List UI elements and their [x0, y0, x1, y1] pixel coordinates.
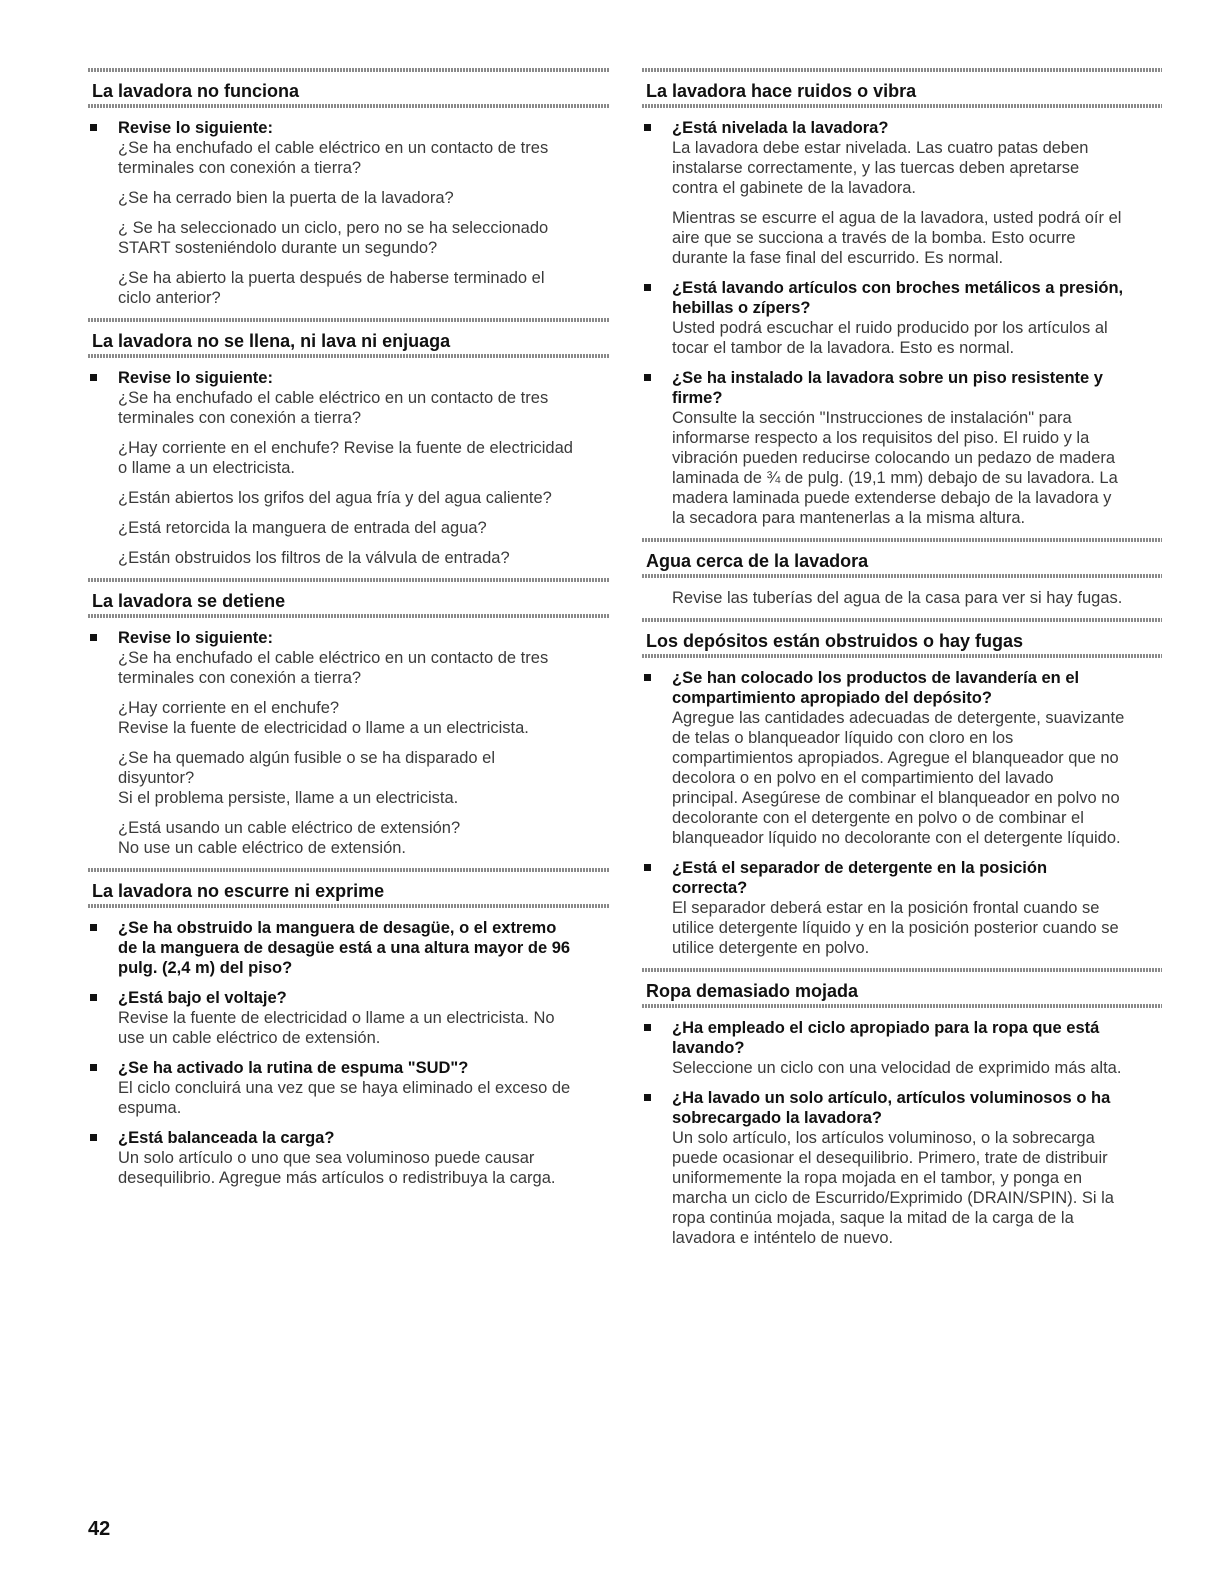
- answer-paragraph: [118, 548, 610, 568]
- question-text-line: sobrecargado la lavadora?: [672, 1109, 882, 1127]
- section-title: La lavadora no se llena, ni lava ni enjuaga: [92, 331, 451, 351]
- list-item: [642, 858, 1162, 958]
- section-title: La lavadora no escurre ni exprime: [92, 881, 385, 901]
- answer-paragraph-line: ¿Se ha abierto la puerta después de haberse terminado el: [118, 269, 545, 287]
- section-agua-cerca-de-la-lavadora: [642, 538, 1162, 608]
- divider-rule: [88, 104, 610, 108]
- answer-paragraph-line: No use un cable eléctrico de extensión.: [118, 839, 407, 857]
- answer-paragraph: [118, 1078, 610, 1118]
- answer-paragraph: [118, 488, 610, 508]
- answer-paragraph-line: ¿Están abiertos los grifos del agua fría y del agua caliente?: [118, 489, 552, 507]
- answer-paragraph: [672, 708, 1162, 848]
- section-body: [642, 658, 1162, 958]
- answer-paragraph-line: ¿Están obstruidos los filtros de la válvula de entrada?: [118, 549, 510, 567]
- answer-paragraph: [118, 698, 610, 738]
- answer-paragraph: [118, 1148, 610, 1188]
- answer-paragraph-line: blanqueador líquido no decolorante con el detergente líquido.: [672, 829, 1121, 847]
- answer-paragraph-line: la secadora para mantenerlas a la misma altura.: [672, 509, 1026, 527]
- answer-paragraph: [118, 818, 610, 858]
- section-header: [642, 68, 1162, 108]
- bullet-square-icon: [90, 1134, 97, 1141]
- bullet-square-icon: [90, 124, 97, 131]
- question-text: [118, 1058, 610, 1078]
- bullet-square-icon: [90, 1064, 97, 1071]
- section-header: [88, 318, 610, 358]
- list-item: [88, 118, 610, 308]
- section-title: La lavadora no funciona: [92, 81, 300, 101]
- section-la-lavadora-se-detiene: [88, 578, 610, 858]
- answer-paragraph: [672, 408, 1162, 528]
- section-header: [88, 578, 610, 618]
- answer-paragraph-line: vibración pueden reducirse colocando un pedazo de madera: [672, 449, 1116, 467]
- bullet-square-icon: [90, 634, 97, 641]
- bullet-square-icon: [644, 374, 651, 381]
- divider-rule: [88, 614, 610, 618]
- answer-paragraph-line: Un solo artículo, los artículos voluminoso, o la sobrecarga: [672, 1129, 1095, 1147]
- answer-paragraph-line: terminales con conexión a tierra?: [118, 669, 362, 687]
- answer-paragraph-line: puede ocasionar el desequilibrio. Primero, trate de distribuir: [672, 1149, 1108, 1167]
- question-text-line: de la manguera de desagüe está a una altura mayor de 96: [118, 939, 571, 957]
- answer-paragraph-line: Seleccione un ciclo con una velocidad de exprimido más alta.: [672, 1059, 1122, 1077]
- question-text-line: ¿Se ha obstruido la manguera de desagüe, o el extremo: [118, 919, 557, 937]
- answer-paragraph: [672, 138, 1162, 198]
- answer-paragraph-line: laminada de ¾ de pulg. (19,1 mm) debajo de su lavadora. La: [672, 469, 1118, 487]
- answer-paragraph-line: decolorante con el detergente en polvo o de combinar el: [672, 809, 1084, 827]
- question-text-line: ¿Se ha instalado la lavadora sobre un piso resistente y: [672, 369, 1103, 387]
- bullet-square-icon: [644, 284, 651, 291]
- divider-rule: [642, 104, 1162, 108]
- answer-paragraph-line: decolora o en polvo en el compartimiento del lavado: [672, 769, 1054, 787]
- section-body: [88, 618, 610, 858]
- question-text-line: ¿Está bajo el voltaje?: [118, 989, 287, 1007]
- answer-paragraph-line: madera laminada puede extenderse debajo de la lavadora y: [672, 489, 1112, 507]
- answer-paragraph: [672, 318, 1162, 358]
- list-item: [642, 368, 1162, 528]
- section-body: [642, 1008, 1162, 1248]
- bullet-square-icon: [644, 124, 651, 131]
- answer-paragraph-line: El separador deberá estar en la posición frontal cuando se: [672, 899, 1100, 917]
- divider-rule: [88, 904, 610, 908]
- list-item: [88, 368, 610, 568]
- section-la-lavadora-hace-ruidos-o-vibra: [642, 68, 1162, 528]
- section-header: [88, 68, 610, 108]
- answer-paragraph-line: La lavadora debe estar nivelada. Las cuatro patas deben: [672, 139, 1089, 157]
- list-item: [642, 118, 1162, 268]
- answer-paragraph-line: ¿ Se ha seleccionado un ciclo, pero no se ha seleccionado: [118, 219, 549, 237]
- answer-paragraph: [118, 218, 610, 258]
- answer-paragraph-line: marcha un ciclo de Escurrido/Exprimido (DRAIN/SPIN). Si la: [672, 1189, 1114, 1207]
- answer-paragraph-line: de telas o blanqueador líquido con cloro en los: [672, 729, 1014, 747]
- section-body: [642, 578, 1162, 608]
- question-text: Revise lo siguiente:: [118, 629, 273, 647]
- bullet-square-icon: [644, 864, 651, 871]
- question-text: [672, 278, 1162, 318]
- answer-paragraph-line: Un solo artículo o uno que sea voluminoso puede causar: [118, 1149, 535, 1167]
- answer-paragraph-line: informarse respecto a los requisitos del piso. El ruido y la: [672, 429, 1090, 447]
- plain-text: [642, 588, 1162, 608]
- section-header: [88, 868, 610, 908]
- bullet-square-icon: [644, 1094, 651, 1101]
- list-item: [88, 1128, 610, 1188]
- answer-paragraph-line: instalarse correctamente, y las tuercas deben apretarse: [672, 159, 1080, 177]
- answer-paragraph-line: Mientras se escurre el agua de la lavadora, usted podrá oír el: [672, 209, 1122, 227]
- plain-text-line: Revise las tuberías del agua de la casa para ver si hay fugas.: [672, 589, 1123, 607]
- answer-paragraph: [118, 268, 610, 308]
- question-text: [118, 1128, 610, 1148]
- question-text: [118, 988, 610, 1008]
- list-item: [642, 1088, 1162, 1248]
- question-text-line: pulg. (2,4 m) del piso?: [118, 959, 293, 977]
- answer-paragraph-line: espuma.: [118, 1099, 182, 1117]
- answer-paragraph-line: tocar el tambor de la lavadora. Esto es normal.: [672, 339, 1015, 357]
- answer-paragraph-line: Revise la fuente de electricidad o llame a un electricista. No: [118, 1009, 555, 1027]
- section-title: Los depósitos están obstruidos o hay fugas: [646, 631, 1024, 651]
- question-text-line: hebillas o zípers?: [672, 299, 811, 317]
- answer-paragraph: [672, 208, 1162, 268]
- answer-paragraph-line: compartimientos apropiados. Agregue el blanqueador que no: [672, 749, 1119, 767]
- section-ropa-demasiado-mojada: [642, 968, 1162, 1248]
- section-los-depositos-estan-obstruidos-o-hay-fugas: [642, 618, 1162, 958]
- answer-paragraph-line: ¿Se ha quemado algún fusible o se ha disparado el: [118, 749, 496, 767]
- answer-paragraph-line: utilice detergente líquido y en la posición posterior cuando se: [672, 919, 1119, 937]
- section-header: [642, 538, 1162, 578]
- answer-paragraph-line: El ciclo concluirá una vez que se haya eliminado el exceso de: [118, 1079, 571, 1097]
- question-text-line: ¿Ha lavado un solo artículo, artículos voluminosos o ha: [672, 1089, 1111, 1107]
- section-body: [88, 908, 610, 1188]
- answer-paragraph-line: ¿Se ha enchufado el cable eléctrico en un contacto de tres: [118, 389, 549, 407]
- answer-paragraph-line: use un cable eléctrico de extensión.: [118, 1029, 381, 1047]
- question-text-line: ¿Se han colocado los productos de lavandería en el: [672, 669, 1080, 687]
- answer-paragraph-line: Usted podrá escuchar el ruido producido por los artículos al: [672, 319, 1108, 337]
- answer-paragraph-line: durante la fase final del escurrido. Es normal.: [672, 249, 1004, 267]
- answer-paragraph-line: aire que se succiona a través de la bomba. Esto ocurre: [672, 229, 1076, 247]
- left-column: [88, 68, 610, 1198]
- list-item: [88, 918, 610, 978]
- answer-paragraph-line: ¿Hay corriente en el enchufe?: [118, 699, 340, 717]
- question-text-line: correcta?: [672, 879, 748, 897]
- section-la-lavadora-no-funciona: [88, 68, 610, 308]
- answer-paragraph-line: disyuntor?: [118, 769, 195, 787]
- list-item: [642, 278, 1162, 358]
- question-text: [672, 668, 1162, 708]
- answer-paragraph-line: terminales con conexión a tierra?: [118, 159, 362, 177]
- answer-paragraph-line: START sosteniéndolo durante un segundo?: [118, 239, 438, 257]
- answer-paragraph: [672, 1128, 1162, 1248]
- bullet-square-icon: [90, 924, 97, 931]
- question-text-line: ¿Se ha activado la rutina de espuma "SUD"?: [118, 1059, 469, 1077]
- answer-paragraph-line: uniformemente la ropa mojada en el tambor, y ponga en: [672, 1169, 1083, 1187]
- answer-paragraph-line: Si el problema persiste, llame a un electricista.: [118, 789, 459, 807]
- divider-rule: [642, 574, 1162, 578]
- answer-paragraph: [118, 518, 610, 538]
- section-title: Ropa demasiado mojada: [646, 981, 859, 1001]
- question-text: [672, 858, 1162, 898]
- question-text-line: lavando?: [672, 1039, 745, 1057]
- list-item: [88, 988, 610, 1048]
- question-text-line: compartimiento apropiado del depósito?: [672, 689, 992, 707]
- question-text: [672, 1018, 1162, 1058]
- answer-paragraph-line: terminales con conexión a tierra?: [118, 409, 362, 427]
- bullet-square-icon: [644, 674, 651, 681]
- answer-paragraph-line: ¿Se ha enchufado el cable eléctrico en un contacto de tres: [118, 649, 549, 667]
- answer-paragraph-line: ciclo anterior?: [118, 289, 221, 307]
- question-text: [672, 1088, 1162, 1128]
- answer-paragraph: [118, 748, 610, 808]
- answer-paragraph-line: Agregue las cantidades adecuadas de detergente, suavizante: [672, 709, 1125, 727]
- answer-paragraph: [118, 648, 610, 688]
- section-body: [642, 108, 1162, 528]
- section-title: La lavadora hace ruidos o vibra: [646, 81, 917, 101]
- answer-paragraph: [672, 898, 1162, 958]
- question-text-line: ¿Está nivelada la lavadora?: [672, 119, 889, 137]
- bullet-square-icon: [90, 374, 97, 381]
- question-text: Revise lo siguiente:: [118, 369, 273, 387]
- list-item: [642, 668, 1162, 848]
- answer-paragraph-line: utilice detergente en polvo.: [672, 939, 870, 957]
- list-item: [88, 1058, 610, 1118]
- right-column: [642, 68, 1162, 1258]
- question-text: Revise lo siguiente:: [118, 119, 273, 137]
- question-text-line: ¿Ha empleado el ciclo apropiado para la ropa que está: [672, 1019, 1100, 1037]
- answer-paragraph-line: contra el gabinete de la lavadora.: [672, 179, 917, 197]
- question-text-line: firme?: [672, 389, 723, 407]
- answer-paragraph-line: ¿Está usando un cable eléctrico de extensión?: [118, 819, 461, 837]
- divider-rule: [88, 354, 610, 358]
- section-body: [88, 358, 610, 568]
- section-header: [642, 968, 1162, 1008]
- answer-paragraph-line: principal. Asegúrese de combinar el blanqueador en polvo no: [672, 789, 1120, 807]
- answer-paragraph-line: desequilibrio. Agregue más artículos o redistribuya la carga.: [118, 1169, 556, 1187]
- answer-paragraph-line: lavadora e inténtelo de nuevo.: [672, 1229, 894, 1247]
- answer-paragraph: [118, 438, 610, 478]
- question-text: [672, 118, 1162, 138]
- section-la-lavadora-no-escurre-ni-exprime: [88, 868, 610, 1188]
- answer-paragraph-line: Consulte la sección "Instrucciones de instalación" para: [672, 409, 1072, 427]
- divider-rule: [642, 1004, 1162, 1008]
- list-item: [642, 1018, 1162, 1078]
- answer-paragraph-line: ¿Se ha enchufado el cable eléctrico en un contacto de tres: [118, 139, 549, 157]
- bullet-square-icon: [90, 994, 97, 1001]
- answer-paragraph-line: ropa continúa mojada, saque la mitad de la carga de la: [672, 1209, 1074, 1227]
- answer-paragraph: [118, 1008, 610, 1048]
- answer-paragraph: [672, 1058, 1162, 1078]
- question-text: [672, 368, 1162, 408]
- answer-paragraph: [118, 188, 610, 208]
- answer-paragraph: [118, 138, 610, 178]
- answer-paragraph-line: ¿Está retorcida la manguera de entrada del agua?: [118, 519, 487, 537]
- answer-paragraph-line: ¿Hay corriente en el enchufe? Revise la fuente de electricidad: [118, 439, 573, 457]
- question-text-line: ¿Está el separador de detergente en la posición: [672, 859, 1048, 877]
- question-text: [118, 918, 610, 978]
- divider-rule: [642, 654, 1162, 658]
- list-item: [88, 628, 610, 858]
- answer-paragraph-line: o llame a un electricista.: [118, 459, 295, 477]
- page-number: 42: [88, 1518, 111, 1540]
- question-text-line: ¿Está lavando artículos con broches metálicos a presión,: [672, 279, 1124, 297]
- bullet-square-icon: [644, 1024, 651, 1031]
- section-header: [642, 618, 1162, 658]
- question-text-line: ¿Está balanceada la carga?: [118, 1129, 335, 1147]
- answer-paragraph: [118, 388, 610, 428]
- answer-paragraph-line: ¿Se ha cerrado bien la puerta de la lavadora?: [118, 189, 454, 207]
- section-body: [88, 108, 610, 308]
- section-la-lavadora-no-se-llena-ni-lava-ni-enjuaga: [88, 318, 610, 568]
- answer-paragraph-line: Revise la fuente de electricidad o llame a un electricista.: [118, 719, 529, 737]
- section-title: Agua cerca de la lavadora: [646, 551, 869, 571]
- section-title: La lavadora se detiene: [92, 591, 286, 611]
